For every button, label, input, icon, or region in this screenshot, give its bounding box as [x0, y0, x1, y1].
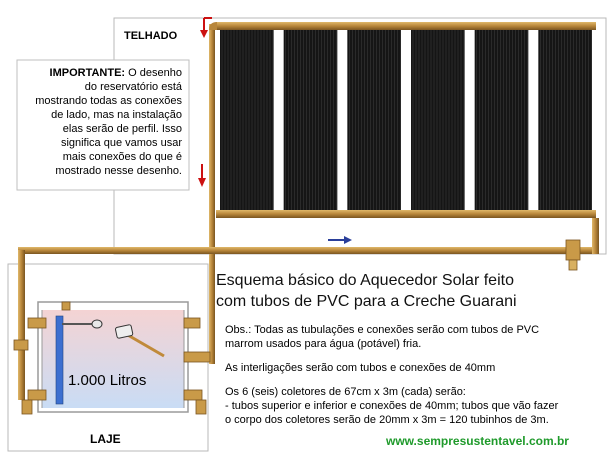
note-line-8: mostrado nesse desenho.: [55, 165, 182, 177]
collectors-text: [225, 385, 558, 427]
note-line-7: mais conexões do que é: [62, 151, 182, 163]
obs-line-2: marrom usados para água (potável) fria.: [225, 338, 422, 350]
obs-line-1: Obs.: Todas as tubulações e conexões serão com tubos de PVC: [225, 324, 540, 336]
pipe-cold-vertical: [209, 24, 215, 364]
collector-top-header: [216, 22, 596, 30]
website-link[interactable]: www.sempresustentavel.com.br: [386, 434, 569, 448]
note-bold: IMPORTANTE:: [49, 67, 126, 79]
pipe-tank-inlet: [18, 250, 25, 400]
roof-label: TELHADO: [124, 30, 178, 42]
slab-label: LAJE: [90, 432, 121, 446]
tank-internal-pipe: [56, 316, 63, 404]
tank-volume-label: 1.000 Litros: [68, 372, 147, 389]
important-note: [20, 66, 182, 178]
note-line-6: significa que vamos usar: [60, 137, 182, 149]
float-ball: [92, 320, 102, 328]
pipe-right-vertical: [592, 218, 599, 254]
drain-tee: [566, 240, 580, 260]
collector-bottom-header: [216, 210, 596, 218]
pipe-hot-return: [18, 247, 596, 254]
diagram-title: [216, 270, 517, 312]
note-line-5: elas serão de perfil. Isso: [62, 123, 182, 135]
note-line-2: do reservatório está: [84, 81, 182, 93]
collectors-line-2: - tubos superior e inferior e conexões de 40mm; tubos que vão fazer: [225, 400, 559, 412]
note-line-3: mostrando todas as conexões: [35, 95, 182, 107]
title-line-1: Esquema básico do Aquecedor Solar feito: [216, 272, 514, 289]
collectors-line-3: o corpo dos coletores serão de 20mm x 3m = 120 tubinhos de 3m.: [225, 414, 549, 426]
observation-text: [225, 323, 539, 351]
title-line-2: com tubos de PVC para a Creche Guarani: [216, 293, 517, 310]
pipes-text: As interligações serão com tubos e conexões de 40mm: [225, 362, 496, 374]
collectors-line-1: Os 6 (seis) coletores de 67cm x 3m (cada) serão:: [225, 386, 466, 398]
note-line-4: de lado, mas na instalação: [51, 109, 182, 121]
note-line-1: O desenho: [128, 67, 182, 79]
